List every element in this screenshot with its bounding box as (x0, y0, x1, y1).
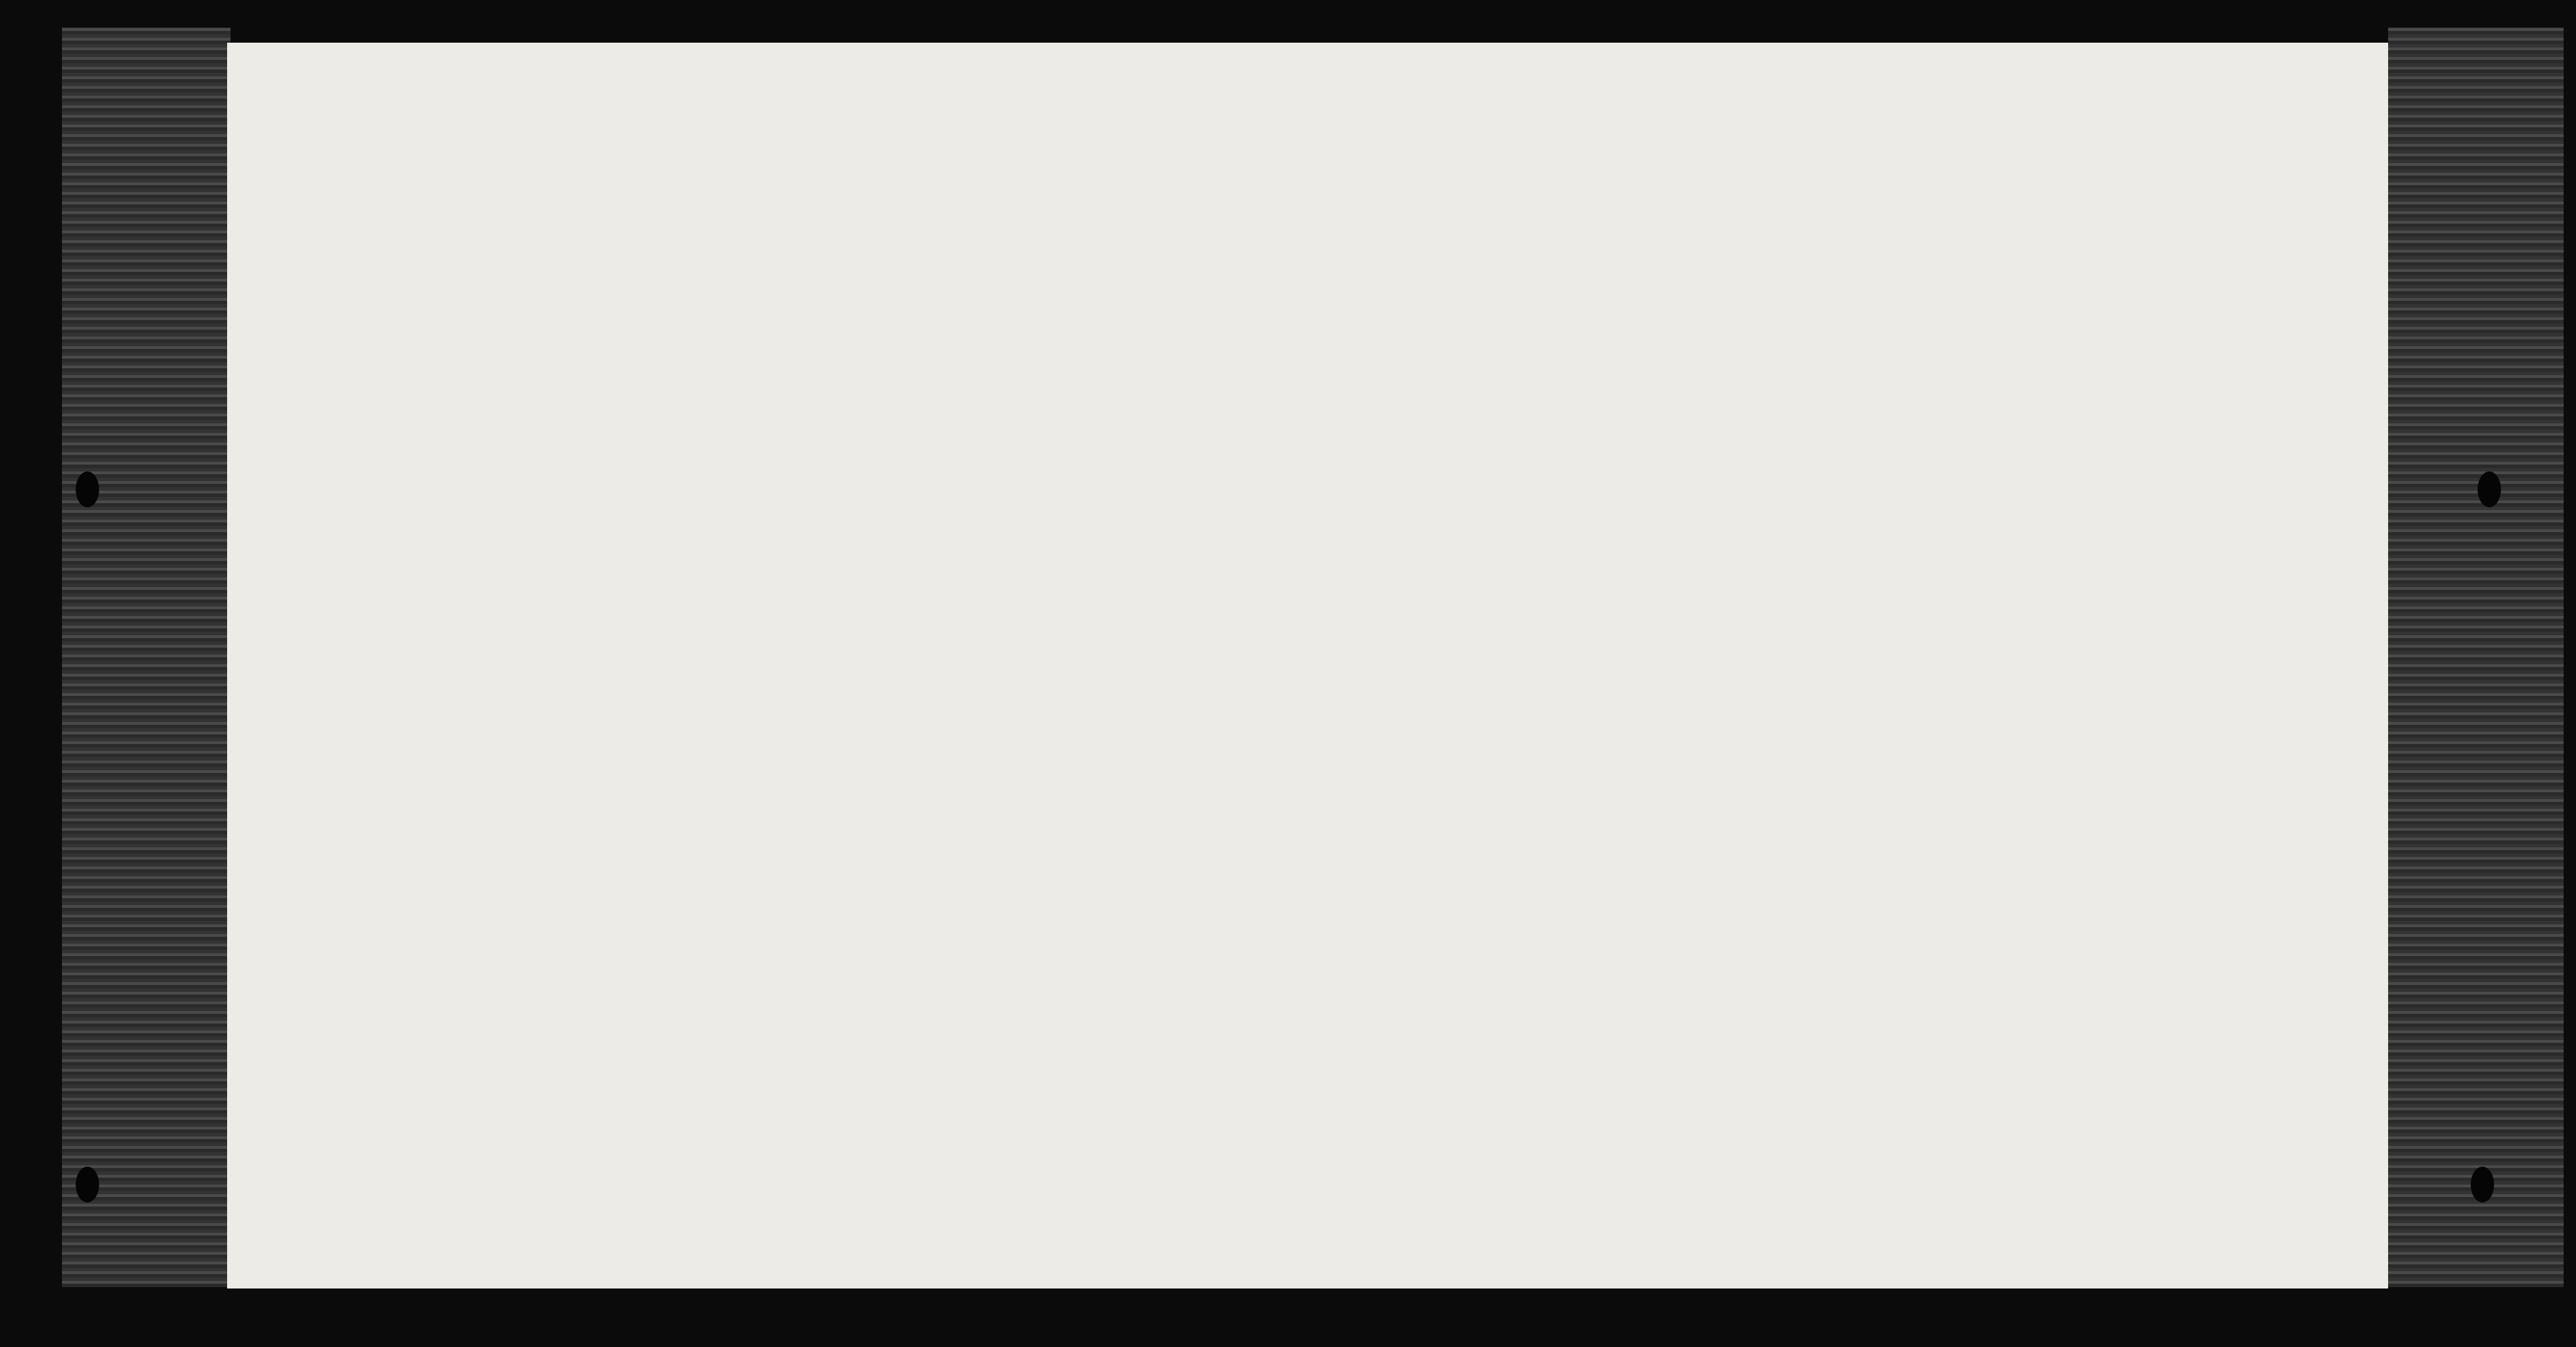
census-card-sheet (227, 43, 2388, 1288)
hired-workers-title (446, 366, 482, 848)
group-non-allotment (253, 1175, 288, 1347)
left-binding-edge (62, 28, 231, 1287)
lease-table (227, 43, 2388, 1288)
binding-hole (2478, 471, 2501, 507)
group-allotment (253, 1034, 274, 1192)
population-title (1894, 366, 1922, 807)
binding-hole (2471, 1167, 2494, 1202)
binding-hole (76, 471, 99, 507)
right-binding-edge (2388, 28, 2564, 1287)
binding-hole (76, 1167, 99, 1202)
